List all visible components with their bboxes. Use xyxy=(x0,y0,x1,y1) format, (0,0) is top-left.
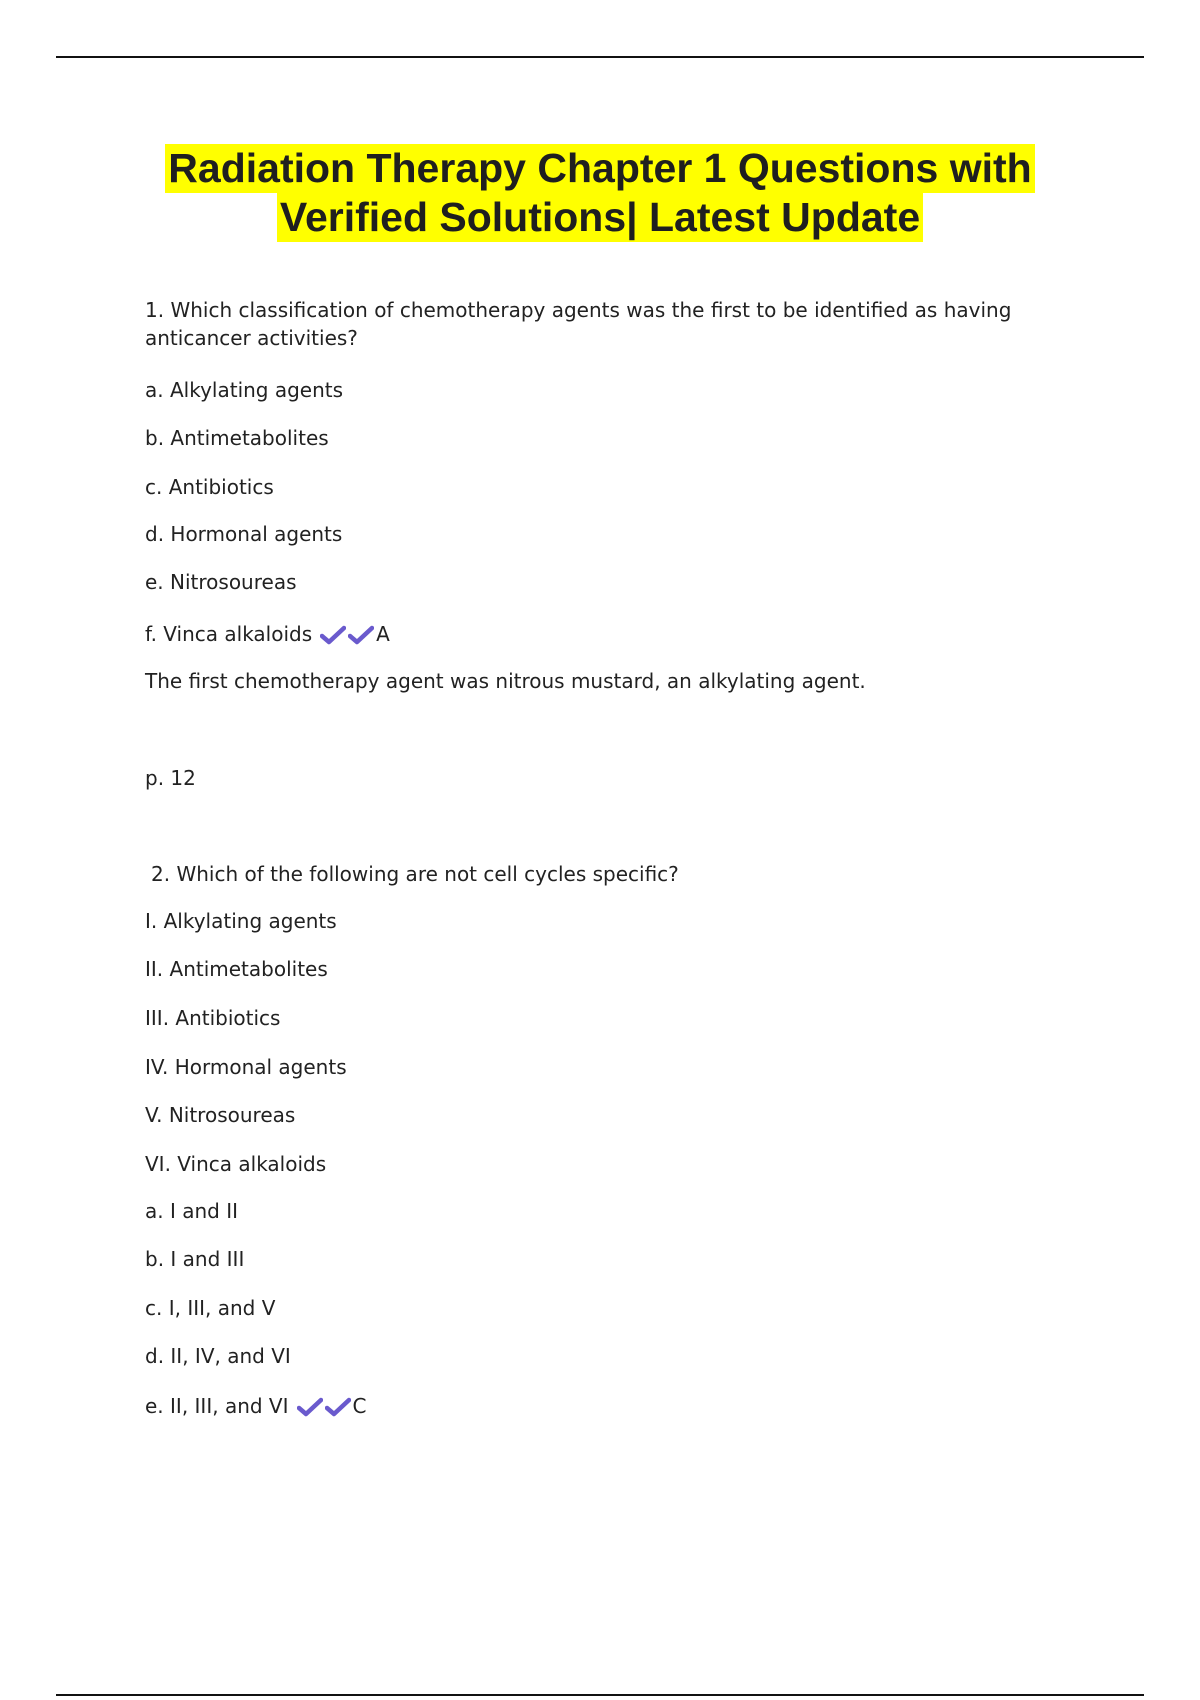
q1-question: 1. Which classification of chemotherapy agents was the first to be identified as having anticancer activities? xyxy=(145,298,1012,350)
q1-answer-letter: A xyxy=(376,622,390,646)
q1-option-d: d. Hormonal agents xyxy=(145,522,343,546)
q2-option-e-row xyxy=(145,1392,1045,1424)
q2-item-5: V. Nitrosoureas xyxy=(145,1103,296,1127)
q2-question: 2. Which of the following are not cell cycles specific? xyxy=(151,862,679,886)
top-rule xyxy=(56,56,1144,58)
q1-option-a: a. Alkylating agents xyxy=(145,378,344,402)
q2-answer-letter: C xyxy=(352,1394,367,1418)
q2-option-e: e. II, III, and VI xyxy=(145,1394,289,1418)
q2-item-2: II. Antimetabolites xyxy=(145,957,328,981)
bottom-rule xyxy=(56,1694,1144,1696)
q2-option-d: d. II, IV, and VI xyxy=(145,1344,291,1368)
checkmark-icon xyxy=(348,625,374,645)
q2-answer-checks xyxy=(297,1396,353,1424)
q1-option-f: f. Vinca alkaloids xyxy=(145,622,313,646)
document-title xyxy=(56,144,1144,242)
q2-option-b: b. I and III xyxy=(145,1247,245,1271)
q2-item-3: III. Antibiotics xyxy=(145,1006,281,1030)
q1-option-b: b. Antimetabolites xyxy=(145,426,329,450)
q1-rationale: The first chemotherapy agent was nitrous mustard, an alkylating agent. xyxy=(145,669,866,693)
q2-option-c: c. I, III, and V xyxy=(145,1296,276,1320)
q1-option-c: c. Antibiotics xyxy=(145,475,274,499)
q1-answer-checks xyxy=(320,624,376,652)
q2-item-6: VI. Vinca alkaloids xyxy=(145,1152,327,1176)
title-line-2: Verified Solutions| Latest Update xyxy=(277,193,923,242)
checkmark-icon xyxy=(325,1397,351,1417)
q2-option-a: a. I and II xyxy=(145,1199,239,1223)
q1-option-e: e. Nitrosoureas xyxy=(145,570,297,594)
checkmark-icon xyxy=(297,1397,323,1417)
q1-page-ref: p. 12 xyxy=(145,766,196,790)
title-line-1: Radiation Therapy Chapter 1 Questions with xyxy=(165,144,1034,193)
q2-item-4: IV. Hormonal agents xyxy=(145,1055,347,1079)
checkmark-icon xyxy=(320,625,346,645)
q1-option-f-row xyxy=(145,620,1045,652)
q2-item-1: I. Alkylating agents xyxy=(145,909,337,933)
